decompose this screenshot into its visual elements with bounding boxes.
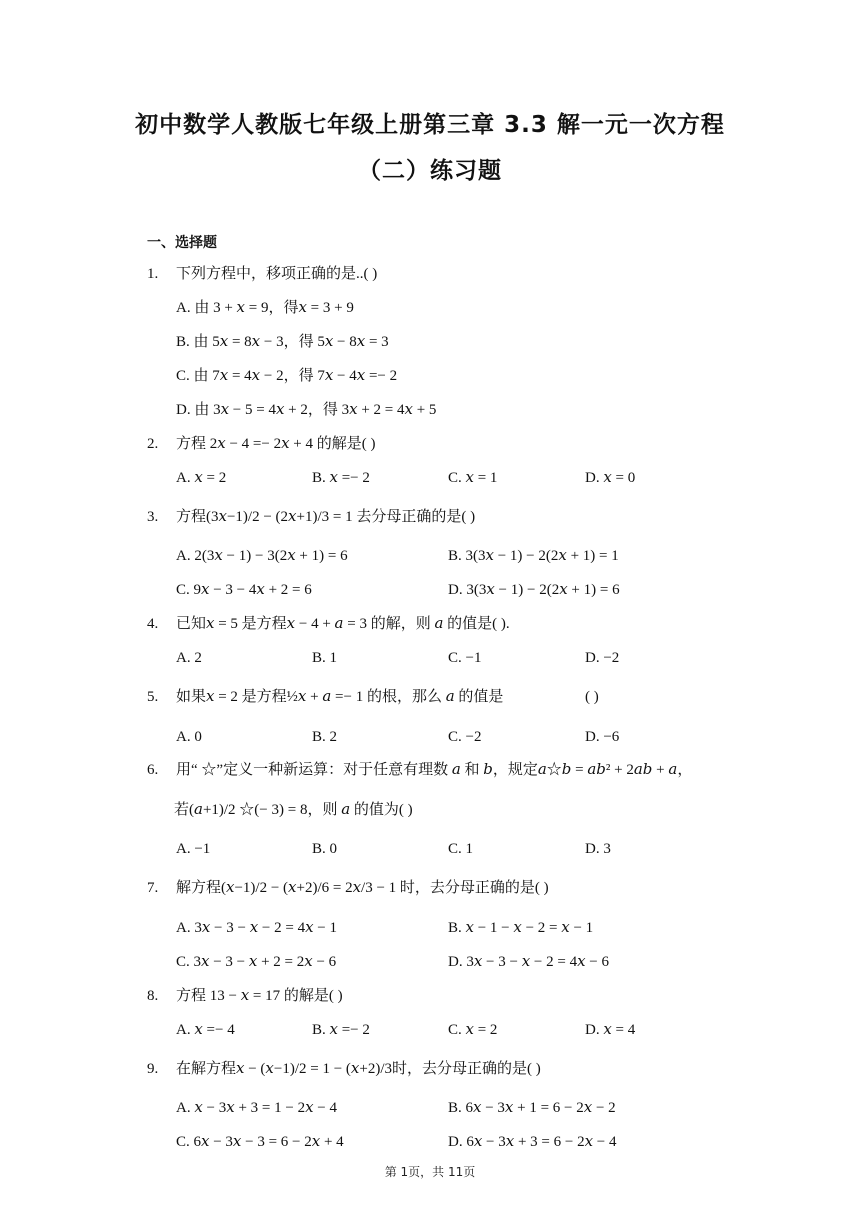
question-5-answer-paren: ( ) — [585, 689, 599, 705]
question-7-option-d: D. 3𝑥 − 3 − 𝑥 − 2 = 4𝑥 − 6 — [448, 954, 610, 970]
question-4-text: 已知𝑥 = 5 是方程𝑥 − 4 + 𝑎 = 3 的解，则 𝑎 的值是( ). — [176, 616, 510, 632]
question-2-number: 2. — [147, 436, 159, 452]
question-1-option-b: B. 由 5𝑥 = 8𝑥 − 3，得 5𝑥 − 8𝑥 = 3 — [176, 334, 389, 350]
question-7-option-a: A. 3𝑥 − 3 − 𝑥 − 2 = 4𝑥 − 1 — [176, 920, 338, 936]
question-4-option-d: D. −2 — [585, 650, 620, 666]
question-6-text-line2: 若(𝑎+1)/2 ☆(− 3) = 8，则 𝑎 的值为( ) — [174, 802, 413, 818]
question-2-option-d: D. 𝑥 = 0 — [585, 470, 636, 486]
question-1-number: 1. — [147, 266, 159, 282]
question-9-option-d: D. 6𝑥 − 3𝑥 + 3 = 6 − 2𝑥 − 4 — [448, 1134, 617, 1150]
question-2-text: 方程 2𝑥 − 4 =− 2𝑥 + 4 的解是( ) — [176, 436, 376, 452]
question-1-option-a: A. 由 3 + 𝑥 = 9，得𝑥 = 3 + 9 — [176, 300, 354, 316]
question-5-option-b: B. 2 — [312, 729, 338, 745]
question-2-option-a: A. 𝑥 = 2 — [176, 470, 227, 486]
question-6-option-a: A. −1 — [176, 841, 211, 857]
question-8-text: 方程 13 − 𝑥 = 17 的解是( ) — [176, 988, 343, 1004]
question-6-number: 6. — [147, 762, 159, 778]
question-9-option-b: B. 6𝑥 − 3𝑥 + 1 = 6 − 2𝑥 − 2 — [448, 1100, 616, 1116]
question-9-text: 在解方程𝑥 − (𝑥−1)/2 = 1 − (𝑥+2)/3时，去分母正确的是( ) — [176, 1061, 541, 1077]
question-6-option-c: C. 1 — [448, 841, 474, 857]
question-3-option-b: B. 3(3𝑥 − 1) − 2(2𝑥 + 1) = 1 — [448, 548, 619, 564]
question-8-option-a: A. 𝑥 =− 4 — [176, 1022, 235, 1038]
document-title-line1: 初中数学人教版七年级上册第三章 3.3 解一元一次方程 — [135, 112, 725, 138]
question-5-option-d: D. −6 — [585, 729, 620, 745]
question-7-option-b: B. 𝑥 − 1 − 𝑥 − 2 = 𝑥 − 1 — [448, 920, 594, 936]
question-5-number: 5. — [147, 689, 159, 705]
question-6-text: 用“ ☆”定义一种新运算：对于任意有理数 𝑎 和 𝑏，规定𝑎☆𝑏 = 𝑎𝑏² + 2𝑎𝑏 + 𝑎， — [176, 762, 693, 778]
question-3-option-d: D. 3(3𝑥 − 1) − 2(2𝑥 + 1) = 6 — [448, 582, 620, 598]
question-1-text: 下列方程中，移项正确的是..( ) — [176, 266, 378, 282]
question-3-number: 3. — [147, 509, 159, 525]
question-9-number: 9. — [147, 1061, 159, 1077]
question-5-option-a: A. 0 — [176, 729, 202, 745]
question-8-option-c: C. 𝑥 = 2 — [448, 1022, 498, 1038]
question-6-option-d: D. 3 — [585, 841, 611, 857]
question-5-text: 如果𝑥 = 2 是方程½𝑥 + 𝑎 =− 1 的根，那么 𝑎 的值是 — [176, 689, 504, 705]
question-1-option-d: D. 由 3𝑥 − 5 = 4𝑥 + 2，得 3𝑥 + 2 = 4𝑥 + 5 — [176, 402, 437, 418]
question-4-option-a: A. 2 — [176, 650, 202, 666]
question-7-option-c: C. 3𝑥 − 3 − 𝑥 + 2 = 2𝑥 − 6 — [176, 954, 337, 970]
question-5-option-c: C. −2 — [448, 729, 482, 745]
question-3-option-c: C. 9𝑥 − 3 − 4𝑥 + 2 = 6 — [176, 582, 312, 598]
question-7-number: 7. — [147, 880, 159, 896]
question-1-option-c: C. 由 7𝑥 = 4𝑥 − 2，得 7𝑥 − 4𝑥 =− 2 — [176, 368, 398, 384]
question-8-number: 8. — [147, 988, 159, 1004]
question-4-option-c: C. −1 — [448, 650, 482, 666]
question-6-option-b: B. 0 — [312, 841, 338, 857]
question-2-option-c: C. 𝑥 = 1 — [448, 470, 498, 486]
page-footer: 第 1页，共 11页 — [384, 1165, 476, 1179]
question-7-text: 解方程(𝑥−1)/2 − (𝑥+2)/6 = 2𝑥/3 − 1 时，去分母正确的是( ) — [176, 880, 549, 896]
question-9-option-a: A. 𝑥 − 3𝑥 + 3 = 1 − 2𝑥 − 4 — [176, 1100, 338, 1116]
question-4-number: 4. — [147, 616, 159, 632]
document-title-line2: （二）练习题 — [358, 158, 502, 184]
question-2-option-b: B. 𝑥 =− 2 — [312, 470, 370, 486]
question-9-option-c: C. 6𝑥 − 3𝑥 − 3 = 6 − 2𝑥 + 4 — [176, 1134, 344, 1150]
question-8-option-d: D. 𝑥 = 4 — [585, 1022, 636, 1038]
section-heading: 一、选择题 — [147, 235, 217, 251]
question-4-option-b: B. 1 — [312, 650, 338, 666]
question-8-option-b: B. 𝑥 =− 2 — [312, 1022, 370, 1038]
question-3-option-a: A. 2(3𝑥 − 1) − 3(2𝑥 + 1) = 6 — [176, 548, 348, 564]
question-3-text: 方程(3𝑥−1)/2 − (2𝑥+1)/3 = 1 去分母正确的是( ) — [176, 509, 476, 525]
